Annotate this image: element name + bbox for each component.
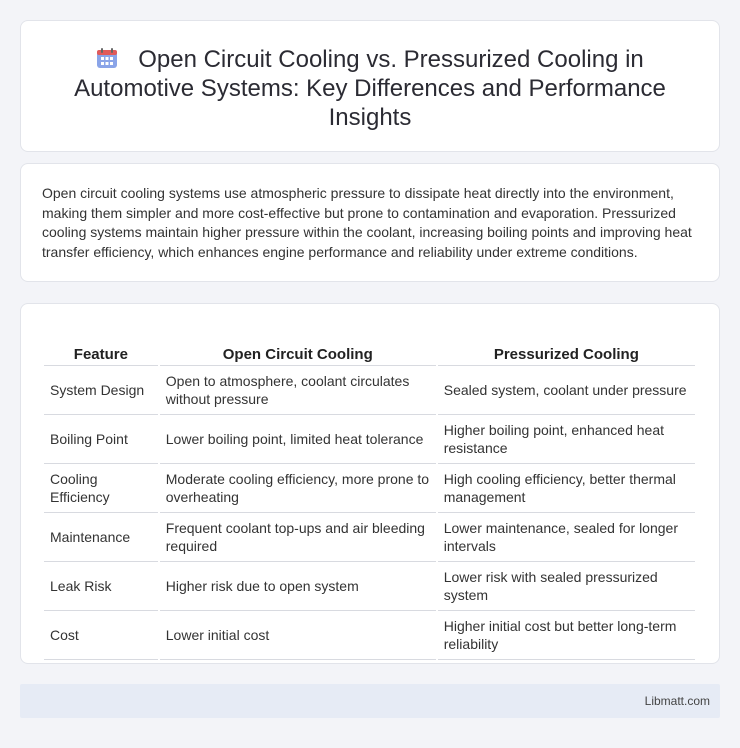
pressurized-cell: Lower maintenance, sealed for longer intervals bbox=[438, 513, 695, 562]
comparison-table bbox=[42, 324, 697, 660]
header-open-circuit: Open Circuit Cooling bbox=[160, 324, 436, 366]
calendar-icon bbox=[96, 47, 118, 69]
page-title-text: Open Circuit Cooling vs. Pressurized Cooling in Automotive Systems: Key Differences and Performance Insights bbox=[74, 46, 666, 131]
feature-cell: Maintenance bbox=[44, 513, 158, 562]
table-row bbox=[44, 513, 695, 562]
open-circuit-cell: Moderate cooling efficiency, more prone to overheating bbox=[160, 464, 436, 513]
feature-cell: Boiling Point bbox=[44, 415, 158, 464]
open-circuit-cell: Open to atmosphere, coolant circulates without pressure bbox=[160, 366, 436, 415]
feature-cell: Cost bbox=[44, 611, 158, 660]
open-circuit-cell: Higher risk due to open system bbox=[160, 562, 436, 611]
footer-brand-link[interactable]: Libmatt.com bbox=[644, 694, 710, 708]
open-circuit-cell: Lower boiling point, limited heat tolerance bbox=[160, 415, 436, 464]
open-circuit-cell: Frequent coolant top-ups and air bleeding required bbox=[160, 513, 436, 562]
table-row bbox=[44, 464, 695, 513]
pressurized-cell: Lower risk with sealed pressurized system bbox=[438, 562, 695, 611]
open-circuit-cell: Lower initial cost bbox=[160, 611, 436, 660]
table-row bbox=[44, 562, 695, 611]
intro-paragraph: Open circuit cooling systems use atmospheric pressure to dissipate heat directly into the environment, making them simpler and more cost-effective but prone to contamination and evaporation. Pressurized cooling systems maintain higher pressure within the coolant, increasing boiling points and improving heat transfer efficiency, which enhances engine performance and reliability under extreme conditions. bbox=[42, 185, 692, 260]
header-pressurized: Pressurized Cooling bbox=[438, 324, 695, 366]
header-feature: Feature bbox=[44, 324, 158, 366]
title-card bbox=[20, 20, 720, 152]
pressurized-cell: Sealed system, coolant under pressure bbox=[438, 366, 695, 415]
footer-bar bbox=[20, 684, 720, 718]
comparison-card bbox=[20, 303, 720, 664]
feature-cell: Cooling Efficiency bbox=[44, 464, 158, 513]
table-row bbox=[44, 611, 695, 660]
pressurized-cell: Higher initial cost but better long-term reliability bbox=[438, 611, 695, 660]
pressurized-cell: High cooling efficiency, better thermal management bbox=[438, 464, 695, 513]
intro-card bbox=[20, 163, 720, 282]
table-row bbox=[44, 366, 695, 415]
feature-cell: System Design bbox=[44, 366, 158, 415]
pressurized-cell: Higher boiling point, enhanced heat resistance bbox=[438, 415, 695, 464]
table-row bbox=[44, 415, 695, 464]
feature-cell: Leak Risk bbox=[44, 562, 158, 611]
table-header-row bbox=[44, 324, 695, 366]
page-title bbox=[51, 45, 689, 132]
